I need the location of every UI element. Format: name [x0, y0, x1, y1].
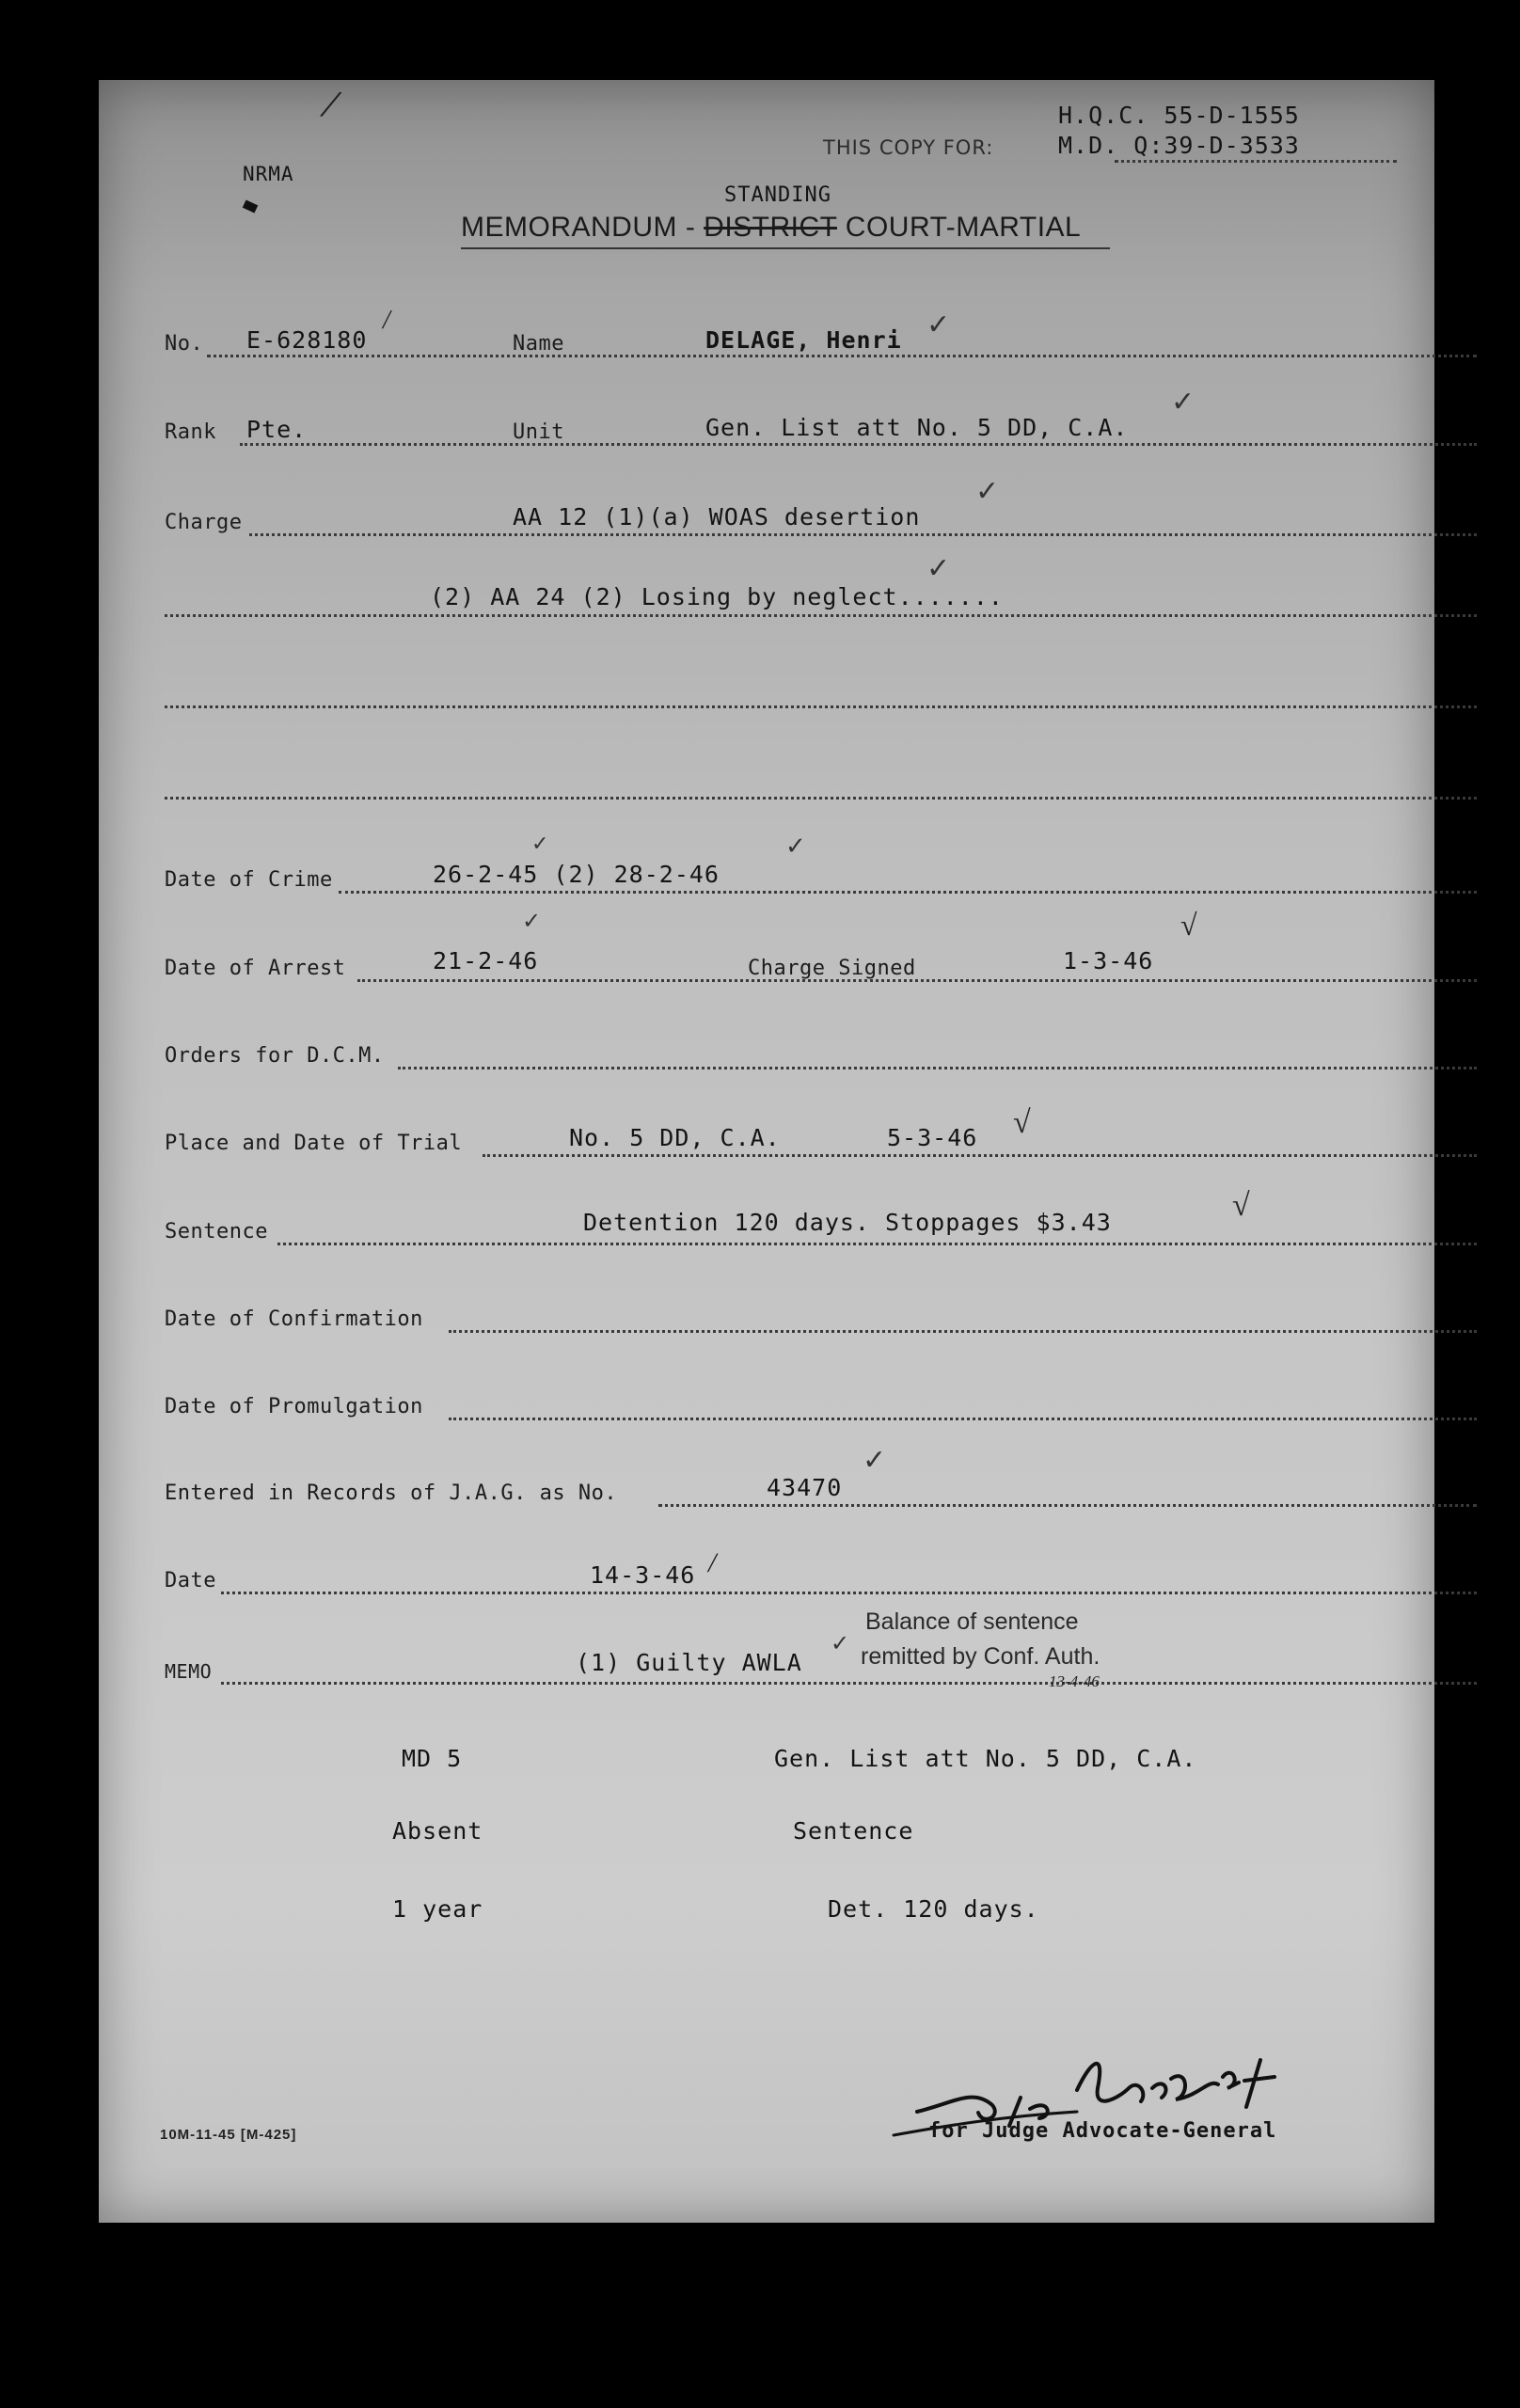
- title-underline: [461, 247, 1110, 249]
- charge-check-1: ✓: [975, 475, 1000, 508]
- date-of-arrest-value: 21-2-46: [433, 947, 539, 974]
- hqc-number: 55-D-1555: [1164, 102, 1300, 129]
- date-of-crime-label: Date of Crime: [165, 868, 333, 892]
- date-of-arrest-label: Date of Arrest: [165, 957, 346, 980]
- nrma-code: NRMA: [243, 163, 294, 185]
- arrest-check: ✓: [522, 908, 542, 934]
- this-copy-for-label: THIS COPY FOR:: [823, 136, 994, 159]
- title-struck-district: DISTRICT: [704, 212, 837, 243]
- no-value: E-628180: [246, 326, 368, 354]
- date-check: /: [708, 1547, 717, 1578]
- memo-value: (1) Guilty AWLA: [576, 1649, 802, 1676]
- title-memorandum: MEMORANDUM -: [461, 212, 696, 243]
- ink-mark: [243, 199, 258, 213]
- crime-check-2: ✓: [785, 832, 806, 861]
- charge-check-2: ✓: [926, 552, 951, 585]
- rank-value: Pte.: [246, 416, 308, 443]
- memo-handwritten-date: 13-4-46: [1049, 1672, 1100, 1690]
- corner-mark: /: [320, 80, 341, 128]
- unit-label: Unit: [513, 420, 564, 444]
- sentence-check: √: [1232, 1188, 1250, 1223]
- records-check: ✓: [863, 1444, 887, 1477]
- trial-check: √: [1013, 1105, 1031, 1140]
- document-sheet: [99, 80, 1434, 2223]
- memo-stamp-line-1: Balance of sentence: [865, 1608, 1079, 1635]
- entered-in-records-label: Entered in Records of J.A.G. as No.: [165, 1481, 618, 1505]
- charge-label: Charge: [165, 511, 243, 534]
- charge-signed-label: Charge Signed: [748, 957, 916, 980]
- name-check: ✓: [926, 309, 951, 341]
- summary-absent-label: Absent: [392, 1817, 483, 1845]
- charge-value-1: AA 12 (1)(a) WOAS desertion: [513, 503, 921, 531]
- date-of-promulgation-label: Date of Promulgation: [165, 1395, 423, 1418]
- date-of-crime-value: 26-2-45 (2) 28-2-46: [433, 861, 720, 888]
- md-reference: [1058, 132, 1300, 159]
- crime-check-1: ✓: [531, 832, 549, 856]
- place-of-trial-value: No. 5 DD, C.A.: [569, 1124, 781, 1151]
- charge-value-2: (2) AA 24 (2) Losing by neglect.......: [430, 583, 1004, 610]
- hqc-prefix: H.Q.C.: [1058, 102, 1149, 129]
- hqc-reference: [1058, 102, 1300, 129]
- sentence-label: Sentence: [165, 1220, 268, 1244]
- unit-value: Gen. List att No. 5 DD, C.A.: [705, 414, 1129, 441]
- standing-insert: STANDING: [724, 183, 831, 207]
- summary-unit: Gen. List att No. 5 DD, C.A.: [774, 1745, 1197, 1772]
- rank-label: Rank: [165, 420, 216, 444]
- form-title: [461, 212, 1081, 244]
- date-of-trial-value: 5-3-46: [887, 1124, 978, 1151]
- sentence-value: Detention 120 days. Stoppages $3.43: [583, 1209, 1112, 1236]
- memo-check: ✓: [831, 1630, 850, 1656]
- summary-absent-value: 1 year: [392, 1895, 483, 1923]
- date-label: Date: [165, 1569, 216, 1592]
- md-prefix: M.D.: [1058, 132, 1119, 159]
- md-underline: [1115, 160, 1397, 163]
- name-value: DELAGE, Henri: [705, 326, 902, 354]
- summary-md: MD 5: [402, 1745, 463, 1772]
- md-number: Q:39-D-3533: [1133, 132, 1300, 159]
- date-value: 14-3-46: [590, 1561, 696, 1589]
- form-code: 10M-11-45 [M-425]: [160, 2127, 297, 2143]
- charge-signed-value: 1-3-46: [1063, 947, 1154, 974]
- summary-sentence-label: Sentence: [793, 1817, 914, 1845]
- memo-label: MEMO: [165, 1660, 213, 1683]
- orders-for-dcm-label: Orders for D.C.M.: [165, 1044, 385, 1068]
- no-check: /: [383, 306, 390, 335]
- charge-signed-check: √: [1180, 908, 1197, 942]
- unit-check: ✓: [1171, 386, 1195, 419]
- entered-in-records-value: 43470: [767, 1474, 843, 1501]
- title-court-martial: COURT-MARTIAL: [845, 212, 1082, 243]
- signature-caption: for Judge Advocate-General: [928, 2119, 1277, 2143]
- summary-sentence-value: Det. 120 days.: [828, 1895, 1039, 1923]
- memo-stamp-line-2: remitted by Conf. Auth.: [861, 1643, 1100, 1670]
- date-of-confirmation-label: Date of Confirmation: [165, 1307, 423, 1331]
- name-label: Name: [513, 332, 564, 356]
- no-label: No.: [165, 332, 204, 356]
- place-and-date-of-trial-label: Place and Date of Trial: [165, 1132, 463, 1155]
